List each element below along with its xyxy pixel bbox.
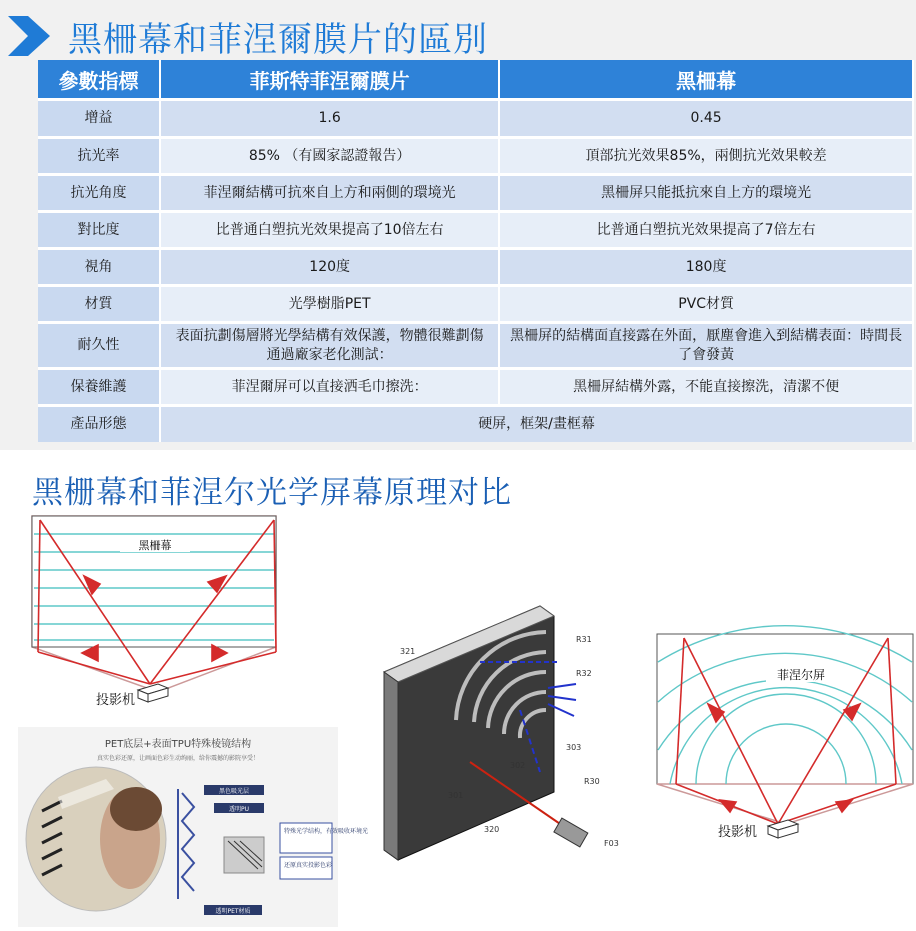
chevron-right-icon (6, 14, 52, 58)
structure-label: 透明PU (228, 806, 250, 813)
table-row (38, 321, 914, 367)
fresnel-cell: 菲涅爾屏可以直接洒毛巾擦洗： (161, 367, 500, 404)
row-label: 增益 (38, 98, 161, 136)
projector-label: 投影机 (96, 693, 136, 708)
black-grid-cell: 頂部抗光效果85%，兩側抗光效果較差 (500, 136, 914, 173)
structure-label: 还原真实投影色彩 (284, 862, 333, 869)
photo-subtitle: 真实色彩还原，让画面色彩生动绚丽，给你震撼的影院享受！ (96, 755, 260, 762)
figure-label: 321 (400, 647, 416, 656)
fresnel-cell: 光學樹脂PET (161, 284, 500, 321)
structure-photo-panel (18, 727, 369, 927)
row-label: 材質 (38, 284, 161, 321)
table-row (38, 98, 914, 136)
structure-label: 透明PET材质 (215, 908, 251, 915)
figure-label: R32 (576, 669, 592, 678)
figure-label: 303 (566, 743, 582, 752)
fresnel-cell: 120度 (161, 247, 500, 284)
table-row (38, 210, 914, 247)
row-label: 抗光角度 (38, 173, 161, 210)
comparison-table (38, 60, 914, 442)
screen-label: 菲涅尔屏 (776, 668, 826, 682)
fresnel-cell: 比普通白塑抗光效果提高了10倍左右 (161, 210, 500, 247)
figure-label: 301 (448, 791, 464, 800)
black-grid-diagram (30, 512, 280, 712)
table-row (38, 247, 914, 284)
section-title: 黑栅幕和菲涅尔光学屏幕原理对比 (32, 475, 512, 511)
black-grid-cell: 黑柵屏只能抵抗來自上方的環境光 (500, 173, 914, 210)
structure-label: 黑色吸光层 (218, 788, 250, 795)
figure-label: R30 (584, 777, 600, 786)
black-grid-cell: 比普通白塑抗光效果提高了7倍左右 (500, 210, 914, 247)
fresnel-cell: 85% （有國家認證報告） (161, 136, 500, 173)
screen-label: 黑柵幕 (138, 539, 172, 552)
figure-label: F03 (604, 839, 619, 848)
row-label: 產品形態 (38, 404, 161, 442)
table-row (38, 173, 914, 210)
black-grid-cell: 黑柵屏的結構面直接露在外面，厭塵會進入到結構表面：時間長了會發黃 (500, 321, 914, 367)
comparison-section (0, 0, 916, 450)
fresnel-cell: 菲涅爾結構可抗來自上方和兩側的環境光 (161, 173, 500, 210)
figure-label: 320 (484, 825, 500, 834)
table-row (38, 367, 914, 404)
row-label: 視角 (38, 247, 161, 284)
header-param: 參數指標 (38, 60, 161, 98)
row-label: 對比度 (38, 210, 161, 247)
fresnel-cell: 表面抗劃傷層將光學結構有效保護，物體很難劃傷通過廠家老化測試： (161, 321, 500, 367)
row-label: 耐久性 (38, 321, 161, 367)
black-grid-cell: 0.45 (500, 98, 914, 136)
figure-label: 302 (510, 761, 526, 770)
row-label: 抗光率 (38, 136, 161, 173)
figure-label: R31 (576, 635, 592, 644)
table-row (38, 136, 914, 173)
structure-label: 特殊光学结构，有效吸收环境光 (284, 828, 369, 835)
photo-title: PET底层+表面TPU特殊棱镜结构 (104, 739, 252, 750)
fresnel-patent-figure (370, 592, 670, 862)
header-fresnel: 菲斯特菲涅爾膜片 (161, 60, 500, 98)
projector-label: 投影机 (718, 825, 758, 840)
fresnel-cell: 1.6 (161, 98, 500, 136)
black-grid-cell: PVC材質 (500, 284, 914, 321)
fresnel-diagram (656, 632, 914, 842)
merged-cell: 硬屏，框架/畫框幕 (161, 404, 914, 442)
black-grid-cell: 黑柵屏結構外露，不能直接擦洗，清潔不便 (500, 367, 914, 404)
table-row (38, 404, 914, 442)
page-title: 黑柵幕和菲涅爾膜片的區別 (68, 20, 488, 60)
header-black-grid: 黑柵幕 (500, 60, 914, 98)
row-label: 保養維護 (38, 367, 161, 404)
table-row (38, 284, 914, 321)
black-grid-cell: 180度 (500, 247, 914, 284)
